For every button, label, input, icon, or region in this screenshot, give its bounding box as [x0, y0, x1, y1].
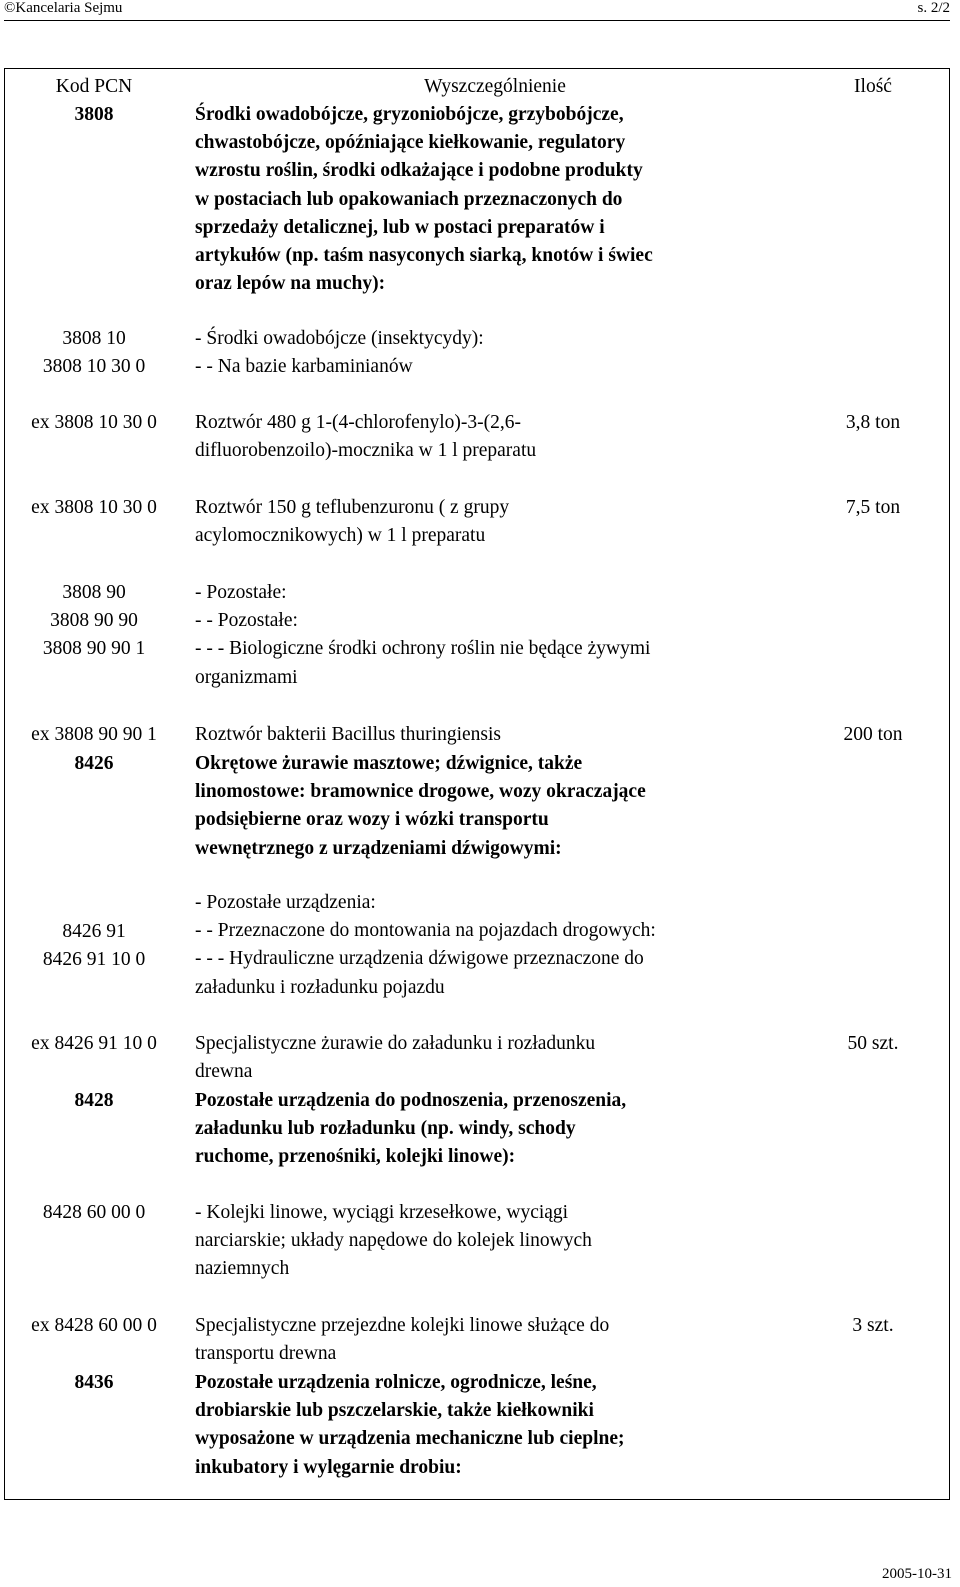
col-header-quantity: Ilość: [854, 76, 892, 97]
description-line: - Środki owadobójcze (insektycydy):: [195, 328, 484, 349]
description-line: linomostowe: bramownice drogowe, wozy okraczające: [195, 781, 646, 803]
pcn-code-line: ex 3808 10 30 0: [31, 497, 157, 518]
pcn-code-line: 3808 90: [62, 582, 126, 603]
description: [195, 494, 795, 550]
pcn-code-line: 3808 10 30 0: [42, 356, 146, 378]
pcn-code: [5, 1369, 183, 1397]
description-line: załadunku lub rozładunku (np. windy, schody: [195, 1118, 576, 1140]
description-line: wzrostu roślin, środki odkażające i podobne produkty: [195, 160, 643, 182]
description-line: - - Przeznaczone do montowania na pojazdach drogowych:: [195, 920, 656, 942]
description-line: - - Pozostałe:: [195, 610, 298, 632]
description-line: Specjalistyczne żurawie do załadunku i rozładunku: [195, 1033, 596, 1054]
pcn-code: [5, 1199, 183, 1227]
pcn-code-line: 8426 91 10 0: [42, 949, 146, 971]
description-line: transportu drewna: [195, 1343, 337, 1365]
pcn-code: [5, 918, 183, 974]
page-header: [4, 0, 950, 20]
quantity: 3 szt.: [852, 1315, 894, 1336]
description-line: wewnętrznego z urządzeniami dźwigowymi:: [195, 837, 562, 859]
description-line: - Kolejki linowe, wyciągi krzesełkowe, wyciągi: [195, 1202, 569, 1223]
description-line: Środki owadobójcze, gryzoniobójcze, grzybobójcze,: [195, 104, 624, 125]
pcn-code: [5, 409, 183, 437]
description: [195, 1369, 795, 1482]
description-line: narciarskie; układy napędowe do kolejek linowych: [195, 1230, 592, 1252]
description: [195, 1312, 795, 1368]
description: [195, 889, 795, 1002]
header-rule: [4, 20, 950, 21]
quantity: 200 ton: [843, 724, 903, 745]
description-line: Roztwór bakterii Bacillus thuringiensis: [195, 724, 501, 745]
pcn-code: [5, 1030, 183, 1058]
description-line: naziemnych: [195, 1258, 290, 1280]
pcn-code-line: 8428: [74, 1090, 114, 1111]
description-line: sprzedaży detalicznej, lub w postaci preparatów i: [195, 216, 605, 238]
pcn-code-line: ex 8428 60 00 0: [31, 1315, 157, 1336]
pcn-code: [5, 579, 183, 664]
description-line: - Pozostałe urządzenia:: [195, 892, 376, 913]
description-line: podsiębierne oraz wozy i wózki transportu: [195, 809, 549, 831]
description: [195, 409, 795, 465]
description-line: artykułów (np. taśm nasyconych siarką, knotów i świec: [195, 245, 653, 267]
pcn-code-line: 3808 10: [62, 328, 126, 349]
description-line: - - - Biologiczne środki ochrony roślin nie będące żywymi: [195, 638, 651, 660]
pcn-code-line: 8426: [74, 753, 114, 774]
pcn-code: [5, 494, 183, 522]
pcn-code: [5, 101, 183, 129]
col-header-description: Wyszczególnienie: [424, 76, 566, 97]
pcn-code-line: 3808 90 90 1: [42, 638, 146, 660]
pcn-code-line: 8428 60 00 0: [42, 1202, 146, 1223]
description: [195, 750, 795, 863]
description: [195, 101, 795, 298]
pcn-code: [5, 721, 183, 749]
description-line: oraz lepów na muchy):: [195, 273, 386, 295]
pcn-code-line: ex 8426 91 10 0: [31, 1033, 157, 1054]
description-line: inkubatory i wylęgarnie drobiu:: [195, 1456, 462, 1478]
description-line: acylomocznikowych) w 1 l preparatu: [195, 525, 486, 547]
description: [195, 1199, 795, 1284]
description-line: chwastobójcze, opóźniające kiełkowanie, regulatory: [195, 132, 626, 154]
description-line: Pozostałe urządzenia rolnicze, ogrodnicze, leśne,: [195, 1372, 597, 1393]
description-line: organizmami: [195, 666, 298, 688]
quantity: 50 szt.: [847, 1033, 899, 1054]
description-line: ruchome, przenośniki, kolejki linowe):: [195, 1146, 516, 1168]
pcn-code-line: ex 3808 90 90 1: [31, 724, 157, 745]
quantity: 3,8 ton: [845, 412, 901, 433]
description-line: Specjalistyczne przejezdne kolejki linowe służące do: [195, 1315, 610, 1336]
pcn-code: [5, 1087, 183, 1115]
description-line: difluorobenzoilo)-mocznika w 1 l preparatu: [195, 440, 537, 462]
page-number: s. 2/2: [917, 0, 950, 16]
description: [195, 1087, 795, 1172]
description-line: - Pozostałe:: [195, 582, 287, 603]
description-line: Roztwór 480 g 1-(4-chlorofenylo)-3-(2,6-: [195, 412, 521, 433]
description: [195, 579, 795, 692]
description-line: załadunku i rozładunku pojazdu: [195, 976, 445, 998]
pcn-code-line: 8426 91: [62, 921, 126, 942]
description-line: wyposażone w urządzenia mechaniczne lub cieplne;: [195, 1428, 625, 1450]
description-line: drobiarskie lub pszczelarskie, także kiełkowniki: [195, 1400, 594, 1422]
pcn-code: [5, 750, 183, 778]
pcn-code-line: 3808 90 90: [50, 610, 138, 632]
copyright-label: ©Kancelaria Sejmu: [4, 0, 123, 16]
description-line: - - Na bazie karbaminianów: [195, 356, 413, 378]
document-date: 2005-10-31: [882, 1566, 952, 1582]
description-line: Roztwór 150 g teflubenzuronu ( z grupy: [195, 497, 510, 518]
description: [195, 325, 795, 381]
pcn-code-line: ex 3808 10 30 0: [31, 412, 157, 433]
pcn-table: [4, 68, 950, 1500]
description-line: Okrętowe żurawie masztowe; dźwignice, także: [195, 753, 583, 774]
quantity: 7,5 ton: [845, 497, 901, 518]
description: [195, 1030, 795, 1086]
pcn-code: [5, 325, 183, 381]
pcn-code: [5, 1312, 183, 1340]
description: [195, 721, 795, 749]
pcn-code-line: 8436: [74, 1372, 114, 1393]
description-line: - - - Hydrauliczne urządzenia dźwigowe przeznaczone do: [195, 948, 644, 970]
pcn-code-line: 3808: [74, 104, 114, 125]
description-line: drewna: [195, 1061, 253, 1083]
description-line: Pozostałe urządzenia do podnoszenia, przenoszenia,: [195, 1090, 627, 1111]
col-header-code: Kod PCN: [55, 76, 133, 97]
description-line: w postaciach lub opakowaniach przeznaczonych do: [195, 188, 623, 210]
